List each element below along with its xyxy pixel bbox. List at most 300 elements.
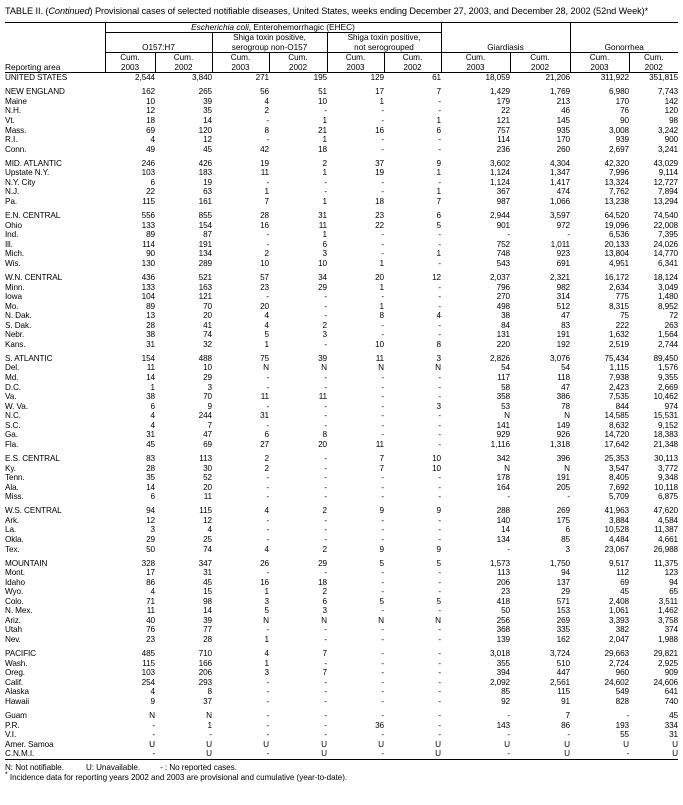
value-cell: 149 (556, 420, 570, 430)
value-cell: - (507, 230, 510, 240)
table-row (5, 292, 678, 302)
value-cell: 901 (496, 220, 510, 230)
value-cell: 4,584 (658, 515, 678, 525)
value-cell: 205 (556, 482, 570, 492)
table-row (5, 321, 678, 331)
value-cell: - (105, 749, 155, 759)
value-cell: 710 (198, 649, 212, 659)
header-reporting-area: Reporting area (5, 53, 105, 73)
header-subgroup-notserogrouped (327, 33, 441, 53)
value-cell: 115 (142, 196, 155, 206)
value-cell: 8,315 (609, 301, 629, 311)
value-cell: - (381, 658, 384, 668)
header-year-7: 2003 (466, 62, 485, 72)
reporting-area-cell: Oreg. (5, 668, 25, 678)
value-cell: 19 (375, 168, 384, 178)
value-cell: - (266, 720, 269, 730)
value-cell: U (321, 739, 327, 749)
value-cell: - (324, 720, 327, 730)
value-cell: - (438, 301, 441, 311)
value-cell: 137 (556, 577, 570, 587)
value-cell: 18 (318, 577, 327, 587)
reporting-area-cell: Ill. (5, 239, 13, 249)
value-cell: 1 (150, 382, 155, 392)
value-cell: 2,925 (658, 658, 678, 668)
value-cell: 12 (203, 135, 212, 145)
reporting-area-cell: MID. ATLANTIC (5, 158, 62, 168)
value-cell: N (564, 411, 570, 421)
value-cell: - (266, 568, 269, 578)
value-cell: - (438, 492, 441, 502)
value-cell: 10,118 (654, 482, 678, 492)
value-cell: 50 (146, 544, 155, 554)
value-cell: - (381, 730, 384, 740)
value-cell: 63 (203, 187, 212, 197)
value-cell: N (435, 363, 441, 373)
value-cell: - (266, 534, 269, 544)
value-cell: U (564, 739, 570, 749)
value-cell: 23,067 (604, 544, 629, 554)
value-cell: 269 (556, 506, 570, 516)
value-cell: - (438, 635, 441, 645)
value-cell: - (381, 292, 384, 302)
value-cell: 14,720 (604, 430, 629, 440)
value-cell: 24,606 (653, 677, 678, 687)
value-cell: 2,092 (490, 677, 510, 687)
value-cell: - (381, 482, 384, 492)
header-year-3: 2003 (231, 62, 250, 72)
reporting-area-cell: C.N.M.I. (5, 749, 105, 759)
value-cell: 69 (146, 125, 155, 135)
table-row (5, 454, 678, 464)
table-row (5, 178, 678, 188)
table-row (5, 159, 678, 169)
value-cell: 103 (141, 168, 155, 178)
value-cell: 3,018 (490, 649, 510, 659)
value-cell: 2 (264, 463, 269, 473)
value-cell: 23 (375, 211, 384, 221)
value-cell: 3 (150, 525, 155, 535)
value-cell: 143 (496, 720, 510, 730)
value-cell: 31 (203, 568, 212, 578)
value-cell: 9 (150, 696, 155, 706)
table-row (5, 354, 678, 364)
value-cell: 9 (436, 544, 441, 554)
value-cell: 7 (379, 463, 384, 473)
value-cell: 74 (203, 330, 212, 340)
value-cell: 15 (203, 587, 212, 597)
value-cell: 10 (260, 258, 269, 268)
reporting-area-cell: N. Dak. (5, 311, 32, 321)
value-cell: 8 (207, 687, 212, 697)
value-cell: 18 (146, 115, 155, 125)
value-cell: 7 (207, 420, 212, 430)
value-cell: 335 (556, 625, 570, 635)
reporting-area-cell: Va. (5, 392, 17, 402)
value-cell: 222 (615, 320, 629, 330)
value-cell: - (266, 382, 269, 392)
reporting-area-cell: Conn. (5, 144, 27, 154)
value-cell: 21,348 (653, 439, 678, 449)
value-cell: 19,096 (604, 220, 629, 230)
value-cell: 7,996 (609, 168, 629, 178)
value-cell: 909 (664, 668, 678, 678)
value-cell: 748 (496, 249, 510, 259)
value-cell: 5 (379, 596, 384, 606)
value-cell: 191 (556, 330, 570, 340)
header-col-gonorrhea-2003 (570, 53, 629, 73)
header-col-gonorrhea-2002 (629, 53, 678, 73)
value-cell: 14,585 (604, 411, 629, 421)
value-cell: 2 (322, 506, 327, 516)
value-cell: 86 (561, 720, 570, 730)
reporting-area-cell: N.Y. City (5, 177, 36, 187)
value-cell: 94 (146, 506, 155, 516)
value-cell: 28 (260, 211, 269, 221)
value-cell: 131 (496, 330, 510, 340)
reporting-area-cell: Okla. (5, 534, 24, 544)
value-cell: 17 (146, 568, 155, 578)
value-cell: 10 (318, 258, 327, 268)
value-cell: 7,762 (609, 187, 629, 197)
value-cell: 193 (615, 720, 629, 730)
value-cell: 12 (146, 106, 155, 116)
value-cell: 6 (565, 525, 570, 535)
value-cell: 130 (141, 258, 155, 268)
value-cell: 49 (146, 144, 155, 154)
value-cell: - (438, 525, 441, 535)
value-cell: 206 (198, 668, 212, 678)
value-cell: 1,417 (550, 177, 570, 187)
value-cell: 72 (669, 311, 678, 321)
value-cell: 4 (264, 649, 269, 659)
value-cell: 14 (146, 482, 155, 492)
value-cell: 19 (203, 177, 212, 187)
value-cell: - (266, 687, 269, 697)
value-cell: 549 (615, 687, 629, 697)
value-cell: 7 (322, 668, 327, 678)
header-col-ehec-o157h7-2002 (155, 53, 212, 73)
value-cell: 10 (375, 339, 384, 349)
table-row (5, 545, 678, 555)
value-cell: 8 (436, 339, 441, 349)
value-cell: 9 (379, 544, 384, 554)
value-cell: - (381, 177, 384, 187)
value-cell: 18 (318, 144, 327, 154)
value-cell: 183 (198, 168, 212, 178)
value-cell: - (438, 177, 441, 187)
value-cell: 358 (496, 392, 510, 402)
value-cell: 53 (501, 401, 510, 411)
value-cell: 1,988 (658, 635, 678, 645)
value-cell: 347 (198, 558, 212, 568)
value-cell: 75 (260, 353, 269, 363)
value-cell: 2,037 (490, 272, 510, 282)
header-col-ehec-nono157-2002 (269, 53, 327, 73)
value-cell: - (507, 711, 510, 721)
value-cell: - (381, 677, 384, 687)
value-cell: 153 (556, 606, 570, 616)
value-cell: 18,383 (653, 430, 678, 440)
header-row-subgroup (5, 33, 678, 53)
reporting-area-cell: R.I. (5, 135, 18, 145)
reporting-area-cell: W.N. CENTRAL (5, 272, 63, 282)
value-cell: 396 (556, 453, 570, 463)
value-cell: 16 (260, 577, 269, 587)
value-cell: 3 (436, 353, 441, 363)
value-cell: 1 (322, 168, 327, 178)
value-cell: 4 (150, 587, 155, 597)
value-cell: - (324, 492, 327, 502)
header-year-6: 2002 (403, 62, 422, 72)
value-cell: 39 (203, 96, 212, 106)
value-cell: N (504, 463, 510, 473)
table-row (5, 711, 678, 721)
header-year-9: 2003 (590, 62, 609, 72)
value-cell: 14 (203, 115, 212, 125)
value-cell: 24,602 (604, 677, 629, 687)
value-cell: 113 (497, 568, 510, 578)
value-cell: - (438, 668, 441, 678)
value-cell: 382 (615, 625, 629, 635)
header-cum-label-6: Cum. (402, 53, 423, 62)
value-cell: 394 (496, 668, 510, 678)
value-cell: - (381, 144, 384, 154)
value-cell: 54 (561, 363, 570, 373)
header-blank-2 (5, 33, 105, 53)
value-cell: - (438, 411, 441, 421)
value-cell: 855 (198, 211, 212, 221)
table-row (5, 197, 678, 207)
value-cell: 4 (150, 687, 155, 697)
value-cell: - (381, 382, 384, 392)
value-cell: 89 (146, 301, 155, 311)
value-cell: 139 (496, 635, 510, 645)
value-cell: 13,324 (604, 177, 629, 187)
value-cell: - (381, 696, 384, 706)
value-cell: 368 (496, 625, 510, 635)
value-cell: 18 (375, 196, 384, 206)
value-cell: - (381, 239, 384, 249)
value-cell: - (438, 687, 441, 697)
value-cell: - (266, 525, 269, 535)
value-cell: 8 (264, 125, 269, 135)
value-cell: 118 (557, 373, 570, 383)
value-cell: 2,519 (609, 339, 629, 349)
reporting-area-cell: Md. (5, 373, 19, 383)
value-cell: - (324, 453, 327, 463)
value-cell: 6,536 (609, 230, 629, 240)
value-cell: 179 (496, 96, 510, 106)
value-cell: 2 (322, 544, 327, 554)
value-cell: 98 (669, 115, 678, 125)
value-cell: - (507, 544, 510, 554)
reporting-area-cell: Fla. (5, 439, 19, 449)
value-cell: 86 (146, 577, 155, 587)
reporting-area-cell: Nev. (5, 635, 21, 645)
value-cell: - (438, 106, 441, 116)
value-cell: - (381, 430, 384, 440)
value-cell: 192 (556, 339, 570, 349)
value-cell: 71 (146, 596, 155, 606)
value-cell: 45 (203, 144, 212, 154)
table-row (5, 273, 678, 283)
value-cell: - (324, 568, 327, 578)
value-cell: 6 (436, 125, 441, 135)
header-year-5: 2003 (346, 62, 365, 72)
value-cell: 1 (379, 282, 384, 292)
table-row (5, 430, 678, 440)
value-cell: 386 (556, 392, 570, 402)
value-cell: 162 (141, 87, 155, 97)
footnote-incidence (5, 773, 678, 783)
value-cell: - (324, 687, 327, 697)
value-cell: - (381, 568, 384, 578)
value-cell: 30,113 (654, 453, 678, 463)
table-row (5, 740, 678, 750)
reporting-area-cell: N.J. (5, 187, 20, 197)
value-cell: 21,206 (545, 73, 570, 83)
value-cell: 41,963 (604, 506, 629, 516)
value-cell: 2 (264, 249, 269, 259)
value-cell: 29,821 (653, 649, 678, 659)
reporting-area-cell: E.S. CENTRAL (5, 453, 60, 463)
value-cell: 6 (150, 401, 155, 411)
reporting-area-cell: Ariz. (5, 615, 21, 625)
value-cell: 117 (497, 373, 510, 383)
table-body (5, 73, 678, 760)
value-cell: - (626, 711, 629, 721)
value-cell: 3 (207, 382, 212, 392)
value-cell: 512 (556, 301, 570, 311)
title-suffix: ) Provisional cases of selected notifiable diseases, United States, weeks ending December 27, 2003, and December 28, 2002 (52nd Week)* (89, 6, 649, 16)
value-cell: 328 (141, 558, 155, 568)
value-cell: - (324, 463, 327, 473)
header-cum-label-2: Cum. (173, 53, 194, 62)
value-cell: 987 (496, 196, 510, 206)
value-cell: - (438, 430, 441, 440)
value-cell: - (266, 730, 269, 740)
value-cell: 9 (436, 158, 441, 168)
value-cell: 4 (150, 420, 155, 430)
value-cell: 1,011 (550, 239, 570, 249)
value-cell: 16 (375, 125, 384, 135)
value-cell: 960 (615, 668, 629, 678)
value-cell: 1,318 (550, 439, 570, 449)
value-cell: - (381, 668, 384, 678)
value-cell: 265 (198, 87, 212, 97)
value-cell: 1,632 (609, 330, 629, 340)
value-cell: 25,353 (604, 453, 629, 463)
value-cell: 16,172 (604, 272, 629, 282)
value-cell: 13 (146, 311, 155, 321)
value-cell: 87 (203, 230, 212, 240)
table-row (5, 616, 678, 626)
value-cell: 288 (496, 506, 510, 516)
table-row (5, 568, 678, 578)
value-cell: - (507, 492, 510, 502)
header-row-group (5, 22, 678, 33)
value-cell: - (438, 577, 441, 587)
value-cell: 77 (203, 625, 212, 635)
value-cell: 269 (556, 615, 570, 625)
value-cell: - (438, 135, 441, 145)
reporting-area-cell: Minn. (5, 282, 25, 292)
header-cum-label-3: Cum. (230, 53, 251, 62)
table-row (5, 330, 678, 340)
table-row (5, 249, 678, 259)
value-cell: 9 (207, 401, 212, 411)
value-cell: - (438, 606, 441, 616)
value-cell: 4,484 (609, 534, 629, 544)
value-cell: U (384, 749, 441, 759)
table-row (5, 187, 678, 197)
value-cell: 23 (260, 282, 269, 292)
value-cell: 47 (561, 382, 570, 392)
value-cell: 1,347 (550, 168, 570, 178)
value-cell: - (324, 292, 327, 302)
value-cell: 36 (375, 720, 384, 730)
value-cell: 1,124 (490, 177, 510, 187)
value-cell: 929 (496, 430, 510, 440)
value-cell: 9,348 (658, 473, 678, 483)
footnote-legend (5, 763, 678, 773)
value-cell: 103 (141, 668, 155, 678)
value-cell: - (381, 606, 384, 616)
value-cell: - (438, 420, 441, 430)
header-subgroup-nono157-line1: Shiga toxin positive, (233, 33, 306, 43)
value-cell: N (504, 411, 510, 421)
table-row (5, 411, 678, 421)
header-cum-label-9: Cum. (589, 53, 610, 62)
value-cell: 178 (496, 473, 510, 483)
header-disease-giardiasis: Giardiasis (441, 33, 570, 53)
reporting-area-cell: Pa. (5, 196, 17, 206)
value-cell: 55 (620, 730, 629, 740)
value-cell: 11 (146, 363, 155, 373)
value-cell: - (324, 339, 327, 349)
table-row (5, 230, 678, 240)
reporting-area-cell: Wash. (5, 658, 28, 668)
reporting-area-cell: Vt. (5, 115, 15, 125)
value-cell: - (266, 420, 269, 430)
value-cell: - (266, 373, 269, 383)
header-year-10: 2002 (644, 62, 663, 72)
value-cell: - (266, 492, 269, 502)
value-cell: 37 (203, 696, 212, 706)
value-cell: 4 (264, 311, 269, 321)
value-cell: 314 (556, 292, 570, 302)
reporting-area-cell: Ky. (5, 463, 16, 473)
value-cell: 6 (436, 211, 441, 221)
value-cell: 2,944 (490, 211, 510, 221)
value-cell: 69 (620, 577, 629, 587)
value-cell: 134 (496, 534, 510, 544)
value-cell: 2 (264, 106, 269, 116)
value-cell: 38 (146, 392, 155, 402)
value-cell: 9,152 (658, 420, 678, 430)
value-cell: 4,951 (609, 258, 629, 268)
value-cell: 2 (322, 158, 327, 168)
value-cell: - (324, 482, 327, 492)
value-cell: 7 (322, 649, 327, 659)
reporting-area-cell: Idaho (5, 577, 25, 587)
value-cell: 7,894 (658, 187, 678, 197)
value-cell: - (266, 473, 269, 483)
value-cell: 12,727 (653, 177, 678, 187)
value-cell: 113 (199, 453, 212, 463)
value-cell: 89,450 (653, 353, 678, 363)
